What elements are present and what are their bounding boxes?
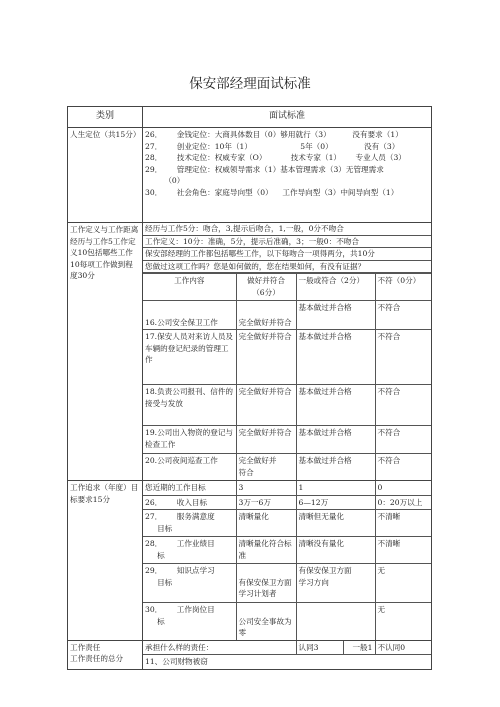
responsibility-question: 承担什么样的责任： [143,641,296,655]
pursuit-row [143,495,432,510]
criteria-line: 27． 创业定位：10年（1） 5年（0） 没有（3） [145,141,400,151]
pursuit-row [143,537,432,564]
work-item-bad: 不符合 [375,426,432,454]
pursuit-a: 3万一6万 [236,495,296,510]
interview-standard-table [67,106,431,670]
pursuit-b: 清晰但无量化 [296,510,375,537]
work-item-content: 17.保安人员对来访人员及车辆的登记纪录的管理工作 [143,330,236,385]
work-item-bad: 不符合 [375,385,432,426]
table-header-row [68,107,432,128]
criteria-line: （0） [145,176,185,185]
page-title: 保安部经理面试标准 [189,76,311,92]
pursuit-row [143,603,432,640]
pursuit-item: 27． 服务满意度 目标 [143,510,236,537]
work-content-head-cell: 工作内容 [143,274,236,301]
work-content-table [143,273,432,480]
work-item-bad: 不符合 [375,454,432,481]
pursuit-item: 30． 工作岗位目 标 [143,603,236,640]
responsibility-item-row [143,655,432,669]
work-item-content: 16.公司安全保卫工作 [143,301,236,330]
work-item-good: 完全做好并符合 [236,426,296,454]
work-pursuit-row [68,481,432,641]
scoring-rule: 工作定义：10分：准确，5分，提示后准确，3；一般0：不吻合 [143,236,431,249]
pursuit-c: 无 [375,603,432,640]
pursuit-c: 不清晰 [375,537,432,564]
pursuit-c: 不清晰 [375,510,432,537]
pursuit-item: 28． 工作业绩目 标 [143,537,236,564]
life-positioning-criteria [143,128,432,223]
responsibility-total-label: 工作责任的总分 [70,654,124,663]
work-item-bad: 不符合 [375,330,432,385]
scoring-rule: 您做过这项工作吗？您是如何做的，您在结果如何，有没有证据？ [143,261,431,274]
life-positioning-label: 人生定位（共15分） [68,128,143,223]
responsibility-row [68,640,432,669]
work-item-ok: 基本做过并合格 [296,426,375,454]
pursuit-head-cell: 1 [296,481,375,495]
work-item-good: 完全做好并符合 [236,301,296,330]
normal-score: 一般1 [343,641,375,655]
work-item-ok: 基本做过并合格 [296,385,375,426]
pursuit-c: 0：20万以上 [375,495,432,510]
agree-score: 认同3 [296,641,343,655]
work-item-row [143,330,432,385]
work-definition-criteria [143,223,432,481]
pursuit-a: 公司安全事故为 零 [236,603,296,640]
pursuit-a: 有保安保卫方面 学习计划者 [236,564,296,603]
work-item-content: 18.负责公司报刊、信件的接受与发放 [143,385,236,426]
standard-header: 面试标准 [143,107,432,128]
work-item-ok: 基本做过并合格 [296,330,375,385]
work-item-good: 完全做好并符合 [236,385,296,426]
responsibility-label [68,640,143,669]
pursuit-item: 26． 收入目标 [143,495,236,510]
pursuit-b: 有保安保卫方面 学习方向 [296,564,375,603]
scoring-rule: 保安部经理的工作都包括哪些工作，以下每吻合一项得两分，共10分 [143,248,431,261]
responsibility-head-row [143,641,432,655]
pursuit-row [143,510,432,537]
pursuit-table [143,481,432,640]
work-item-row [143,426,432,454]
disagree-score: 不认同0 [375,641,432,655]
criteria-line: 29． 管理定位：权威领导需求（1）基本管理需求（3）无管理需求 [145,164,384,174]
work-item-row [143,385,432,426]
work-content-head-cell: 不符（0分） [375,274,432,301]
work-item-content: 20.公司夜间巡查工作 [143,454,236,481]
responsibility-criteria [143,640,432,669]
scoring-rule: 经历与工作5分：吻合，3,提示后吻合，1,一般，0分不吻合 [143,223,431,236]
pursuit-a: 清晰量化符合标 准 [236,537,296,564]
work-content-head-cell: 做好并符合 （6分） [236,274,296,301]
work-item-row [143,301,432,330]
life-positioning-row [68,128,432,223]
pursuit-head-cell: 0 [375,481,432,495]
pursuit-head-cell: 您近期的工作目标 [143,481,236,495]
work-item-bad: 不符合 [375,301,432,330]
pursuit-item: 29． 知识点学习 目标 [143,564,236,603]
work-item-good: 完全做好并符合 [236,330,296,385]
pursuit-b: 6—12万 [296,495,375,510]
pursuit-head-cell: 3 [236,481,296,495]
responsibility-table [143,641,432,669]
pursuit-row [143,564,432,603]
work-item-content: 19.公司出入物资的登记与检查工作 [143,426,236,454]
work-definition-label: 工作定义与工作距离经历与工作5工作定义10包括哪些工作10每项工作做到程度30分 [68,223,143,481]
work-item-good: 完全做好并 符合 [236,454,296,481]
criteria-line: 30． 社会角色：家庭导向型（0） 工作导向型（3）中间导向型（1） [145,187,399,197]
category-header: 类别 [68,107,143,128]
pursuit-head-row [143,481,432,495]
work-pursuit-label: 工作追求（年度）目标要求15分 [68,481,143,641]
work-content-head [143,274,432,301]
criteria-line: 26． 金钱定位：大商具体数目（0）够用就行（3） 没有要求（1） [145,130,403,139]
work-item-ok: 基本做过并合格 [296,454,375,481]
pursuit-b [296,603,375,640]
responsibility-title: 工作责任 [70,642,101,652]
responsibility-item: 11、公司财物被窃 [143,655,432,669]
pursuit-a: 清晰量化 [236,510,296,537]
pursuit-b: 清晰没有量化 [296,537,375,564]
work-item-row [143,454,432,481]
pursuit-c: 无 [375,564,432,603]
work-definition-row [68,223,432,481]
work-item-ok: 基本做过并合格 [296,301,375,330]
work-content-head-cell: 一般或符合（2分） [296,274,375,301]
criteria-line: 28． 技术定位：权威专家（O） 技术专家（1） 专业人员（3） [145,153,406,162]
work-pursuit-criteria [143,481,432,641]
